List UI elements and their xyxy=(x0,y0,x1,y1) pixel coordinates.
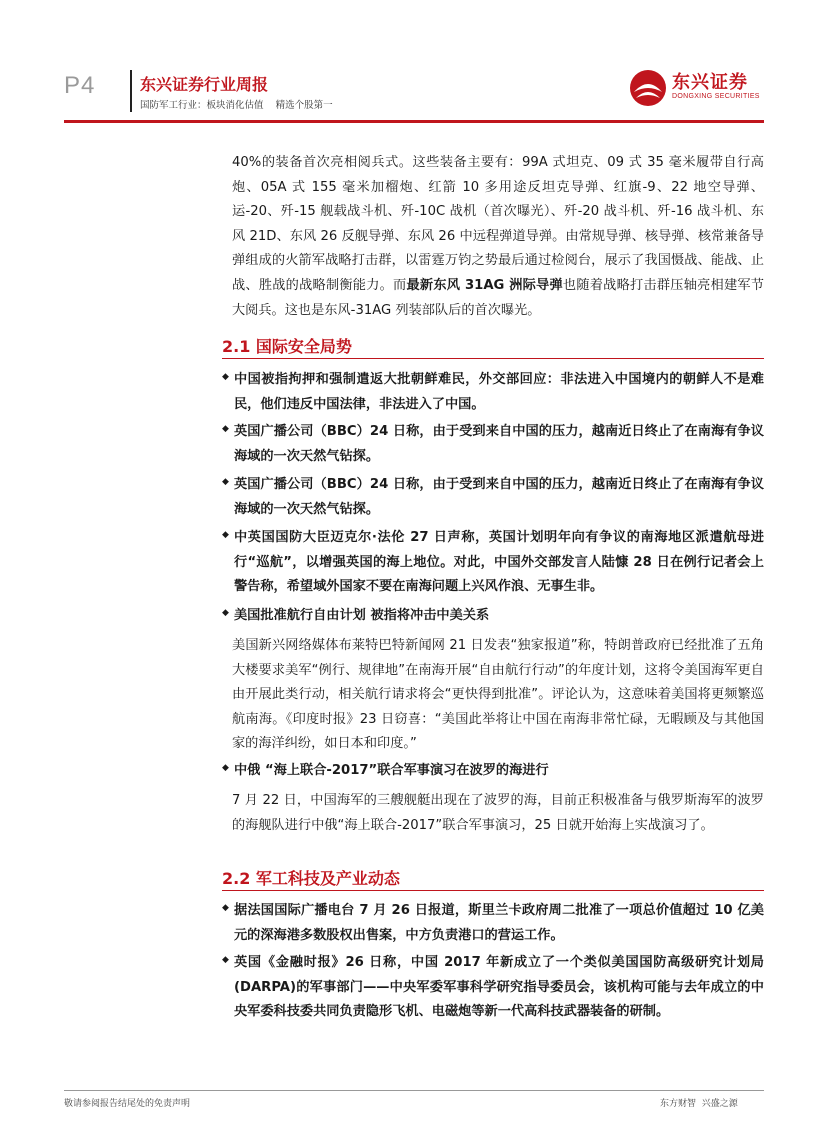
diamond-bullet-icon: ◆ xyxy=(222,372,229,382)
footer-disclaimer: 敬请参阅报告结尾处的免责声明 xyxy=(64,1099,191,1109)
body-paragraph: 美国新兴网络媒体布莱特巴特新闻网 21 日发表“独家报道”称，特朗普政府已经批准了五角大楼要求美军“例行、规律地”在南海开展“自由航行行动”的年度计划，这将令美国海军更自由开展此类行动，相关航行请求将会“更快得到批准”。评论认为，这意味着美国将更频繁巡航南海。《印度时报》23 日窃喜：“美国此举将让中国在南海非常忙碌，无暇顾及与其他国家的海洋纠纷，如日本和印度。” xyxy=(232,638,764,752)
intro-text-bold: 最新东风 31AG 洲际导弹 xyxy=(406,277,563,293)
diamond-bullet-icon: ◆ xyxy=(222,477,229,487)
diamond-bullet-icon: ◆ xyxy=(222,903,229,913)
bullet-text: 中俄 “海上联合-2017”联合军事演习在波罗的海进行 xyxy=(234,763,549,778)
bullet-text: 中英国国防大臣迈克尔·法伦 27 日声称，英国计划明年向有争议的南海地区派遣航母进行“巡航”，以增强英国的海上地位。对此，中国外交部发言人陆慷 28 日在例行记者会上警告称，希望域外国家不要在南海问题上兴风作浪、无事生非。 xyxy=(234,530,764,595)
report-subtitle: 国防军工行业：板块消化估值 精选个股第一 xyxy=(140,100,333,111)
list-item xyxy=(222,604,764,629)
diamond-bullet-icon: ◆ xyxy=(222,530,229,540)
list-item xyxy=(222,368,764,417)
list-item xyxy=(222,420,764,469)
header-divider xyxy=(130,70,132,112)
list-item xyxy=(222,473,764,522)
bullet-text: 英国广播公司（BBC）24 日称，由于受到来自中国的压力，越南近日终止了在南海有争议海域的一次天然气钻探。 xyxy=(234,477,764,517)
section-heading-2-1: 2.1 国际安全局势 xyxy=(222,337,352,356)
footer-rule xyxy=(64,1090,764,1091)
bullet-text: 中国被指拘押和强制遣返大批朝鲜难民，外交部回应：非法进入中国境内的朝鲜人不是难民，他们违反中国法律，非法进入了中国。 xyxy=(234,372,764,412)
section-rule-2-1 xyxy=(222,358,764,359)
bullet-text: 英国《金融时报》26 日称，中国 2017 年新成立了一个类似美国国防高级研究计划局(DARPA)的军事部门——中央军委军事科学研究指导委员会，该机构可能与去年成立的中央军委科技委共同负责隐形飞机、电磁炮等新一代高科技武器装备的研制。 xyxy=(234,955,764,1020)
diamond-bullet-icon: ◆ xyxy=(222,608,229,618)
bullet-text: 英国广播公司（BBC）24 日称，由于受到来自中国的压力，越南近日终止了在南海有争议海域的一次天然气钻探。 xyxy=(234,424,764,464)
logo-english-name: DONGXING SECURITIES xyxy=(672,93,760,100)
section-rule-2-2 xyxy=(222,890,764,891)
intro-paragraph xyxy=(232,151,764,323)
diamond-bullet-icon: ◆ xyxy=(222,424,229,434)
report-title: 东兴证券行业周报 xyxy=(140,75,269,94)
diamond-bullet-icon: ◆ xyxy=(222,955,229,965)
list-item xyxy=(222,759,764,784)
diamond-bullet-icon: ◆ xyxy=(222,763,229,773)
bullet-text: 据法国国际广播电台 7 月 26 日报道，斯里兰卡政府周二批准了一项总价值超过 10 亿美元的深海港多数股权出售案，中方负责港口的营运工作。 xyxy=(234,903,764,943)
bullet-text: 美国批准航行自由计划 被指将冲击中美关系 xyxy=(234,608,490,623)
list-item xyxy=(222,526,764,600)
logo-name: 东兴证券 xyxy=(672,72,748,93)
header-rule xyxy=(64,120,764,123)
list-item xyxy=(222,951,764,1025)
section-heading-2-2: 2.2 军工科技及产业动态 xyxy=(222,869,400,888)
body-paragraph: 7 月 22 日，中国海军的三艘舰艇出现在了波罗的海，目前正积极准备与俄罗斯海军的波罗的海舰队进行中俄“海上联合-2017”联合军事演习，25 日就开始海上实战演习了。 xyxy=(232,793,764,833)
page-number: P4 xyxy=(64,72,96,99)
list-item xyxy=(222,899,764,948)
intro-text-after: 也随着战略打击群压轴亮相建军节大阅兵。这也是东风-31AG 列装部队后的首次曝光。 xyxy=(232,277,764,318)
intro-text-before: 40%的装备首次亮相阅兵式。这些装备主要有：99A 式坦克、09 式 35 毫米履带自行高炮、05A 式 155 毫米加榴炮、红箭 10 多用途反坦克导弹、红旗-9、22 地空导弹、运-20、歼-15 舰载战斗机、歼-10C 战机（首次曝光）、歼-20 战斗机、歼-16 战斗机、东风 21D、东风 26 反舰导弹、东风 26 中远程弹道导弹。由常规导弹、核导弹、核常兼备导弹组成的火箭军战略打击群，以雷霆万钧之势最后通过检阅台，展示了我国慑战、能战、止战、胜战的战略制衡能力。而 xyxy=(232,155,764,293)
footer-slogan: 东方财智 兴盛之源 xyxy=(660,1099,738,1109)
